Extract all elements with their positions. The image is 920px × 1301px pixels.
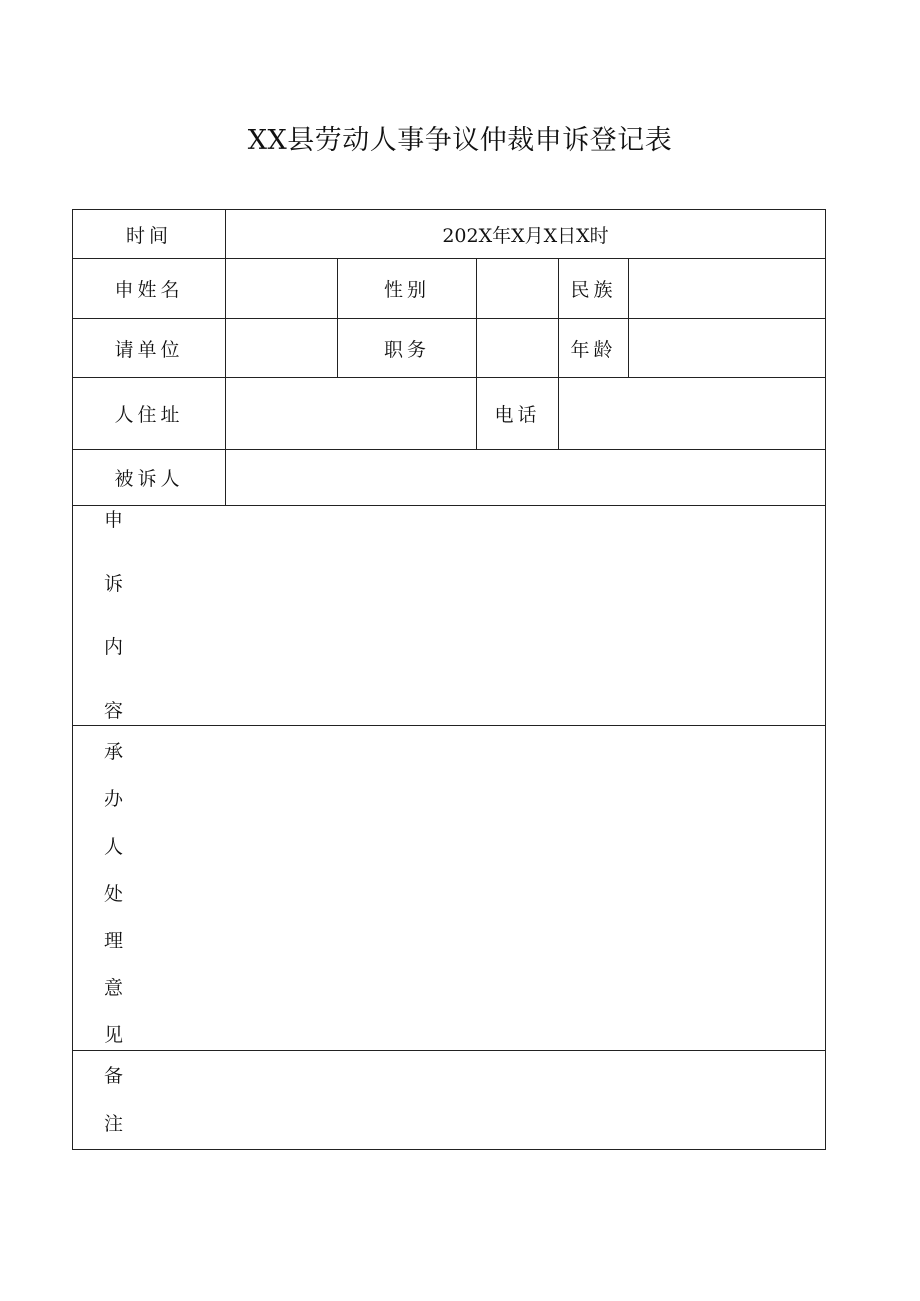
handler-opinion-label-char: 承	[104, 741, 124, 763]
age-field[interactable]	[629, 319, 825, 377]
respondent-label: 被诉人	[114, 468, 184, 490]
position-label: 职务	[383, 338, 430, 361]
table-border-right	[825, 209, 826, 1150]
handler-opinion-label-char: 处	[104, 883, 124, 905]
phone-field[interactable]	[559, 378, 825, 449]
gender-label: 性别	[383, 279, 430, 301]
phone-label: 电话	[494, 404, 541, 426]
complaint-content-label-char: 申	[104, 509, 124, 531]
address-label: 人住址	[114, 404, 184, 426]
remarks-area[interactable]	[140, 1052, 824, 1148]
employer-label: 请单位	[114, 338, 184, 361]
handler-opinion-label-char: 办	[104, 788, 124, 810]
name-field[interactable]	[226, 259, 337, 318]
row-divider	[72, 1050, 826, 1051]
complaint-content-label-char: 内	[104, 636, 124, 658]
handler-opinion-label-char: 人	[104, 836, 124, 858]
name-label: 申姓名	[114, 279, 184, 301]
form-title: XX县劳动人事争议仲裁申诉登记表	[247, 125, 673, 156]
position-field[interactable]	[477, 319, 558, 377]
complaint-content-label-char: 容	[104, 700, 124, 722]
handler-opinion-label-char: 见	[104, 1024, 124, 1046]
employer-field[interactable]	[226, 319, 337, 377]
time-value: 202X年X月X日X时	[442, 224, 609, 247]
time-label: 时间	[125, 224, 172, 247]
ethnicity-label: 民族	[570, 279, 617, 301]
handler-opinion-label-char: 理	[104, 930, 124, 952]
complaint-content-label-char: 诉	[104, 573, 124, 595]
row-divider	[72, 725, 826, 726]
handler-opinion-label-char: 意	[104, 977, 124, 999]
age-label: 年龄	[570, 338, 617, 361]
ethnicity-field[interactable]	[629, 259, 825, 318]
respondent-field[interactable]	[226, 450, 825, 505]
address-field[interactable]	[226, 378, 476, 449]
row-divider	[72, 505, 826, 506]
remarks-label-char: 备	[104, 1065, 124, 1087]
gender-field[interactable]	[477, 259, 558, 318]
complaint-content-area[interactable]	[140, 507, 824, 724]
table-border-bottom	[72, 1149, 826, 1150]
remarks-label-char: 注	[104, 1113, 124, 1135]
handler-opinion-area[interactable]	[140, 727, 824, 1049]
